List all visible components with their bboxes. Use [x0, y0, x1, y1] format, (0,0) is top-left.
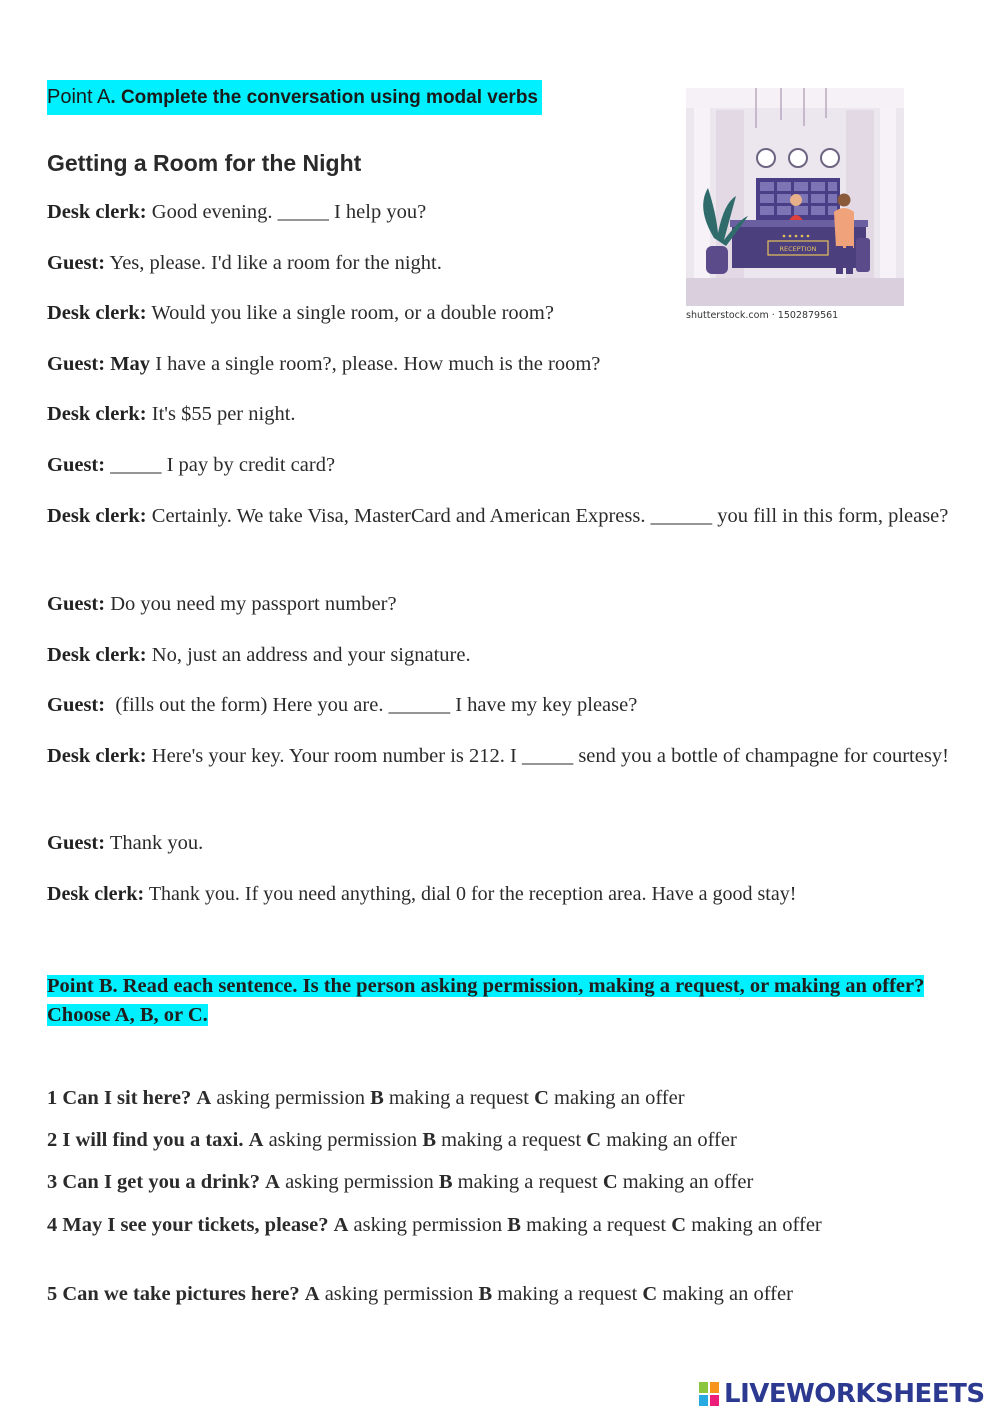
question-item: [47, 1212, 952, 1239]
question-sentence: Can I sit here?: [62, 1087, 192, 1109]
section-title: Getting a Room for the Night: [47, 150, 362, 176]
dialogue-line: [47, 876, 957, 912]
liveworksheets-logo-icon: [698, 1381, 720, 1407]
option-c-text: making an offer: [662, 1283, 793, 1305]
liveworksheets-wordmark: LIVEWORKSHEETS: [724, 1379, 985, 1409]
dialogue-text: Thank you.: [105, 832, 204, 854]
dialogue-line: [47, 825, 957, 861]
option-a-text: asking permission: [353, 1214, 503, 1236]
question-number: 4: [47, 1214, 58, 1236]
question-sentence: Can I get you a drink?: [62, 1171, 261, 1193]
dialogue-line: [47, 295, 957, 331]
option-b-letter: B: [478, 1283, 493, 1305]
dialogue-text: Good evening. _____ I help you?: [146, 201, 427, 223]
dialogue-line: [47, 447, 957, 483]
dialogue-speaker: Desk clerk:: [47, 505, 147, 527]
dialogue-speaker: Desk clerk:: [47, 201, 147, 223]
option-b-text: making a request: [441, 1129, 582, 1151]
dialogue-text: Here's your key. Your room number is 212. I _____ send you a bottle of champagne for courtesy!: [146, 745, 949, 767]
image-credit: shutterstock.com · 1502879561: [686, 310, 839, 321]
dialogue-line: [47, 396, 957, 432]
dialogue-speaker: Desk clerk:: [47, 302, 147, 324]
option-a-letter: A: [196, 1087, 212, 1109]
liveworksheets-logo: [698, 1378, 994, 1410]
option-c-letter: C: [642, 1283, 658, 1305]
option-a-text: asking permission: [285, 1171, 434, 1193]
question-number: 3: [47, 1171, 58, 1193]
reception-sign: RECEPTION: [779, 245, 817, 253]
dialogue-text: Thank you. If you need anything, dial 0 for the reception area. Have a good stay!: [144, 883, 797, 905]
option-a-text: asking permission: [268, 1129, 418, 1151]
option-a-letter: A: [248, 1129, 264, 1151]
dialogue-speaker: Guest:: [47, 252, 106, 274]
option-c-text: making an offer: [622, 1171, 754, 1193]
dialogue-text: Do you need my passport number?: [105, 593, 397, 615]
option-b-letter: B: [438, 1171, 453, 1193]
dialogue-line: [47, 498, 957, 534]
dialogue-text: Yes, please. I'd like a room for the night.: [105, 252, 442, 274]
dialogue-line: [47, 637, 957, 673]
option-a-letter: A: [265, 1171, 280, 1193]
option-b-text: making a request: [526, 1214, 667, 1236]
option-b-letter: B: [370, 1087, 384, 1109]
option-c-letter: C: [602, 1171, 618, 1193]
question-number: 1: [47, 1087, 58, 1109]
option-c-letter: C: [586, 1129, 602, 1151]
dialogue-speaker: Desk clerk:: [47, 644, 147, 666]
option-c-text: making an offer: [554, 1087, 685, 1109]
option-b-text: making a request: [388, 1087, 529, 1109]
dialogue-text: (fills out the form) Here you are. ______ I have my key please?: [105, 694, 638, 716]
question-item: [47, 1127, 947, 1154]
question-sentence: I will find you a taxi.: [62, 1129, 244, 1151]
option-a-letter: A: [304, 1283, 320, 1305]
point-a-heading: [47, 80, 542, 115]
question-item: [47, 1281, 947, 1308]
question-item: [47, 1085, 947, 1112]
option-c-letter: C: [671, 1214, 687, 1236]
dialogue-text: Would you like a single room, or a double room?: [146, 302, 554, 324]
dialogue-speaker: Desk clerk:: [47, 745, 147, 767]
dialogue-speaker: Guest:: [47, 694, 106, 716]
dialogue-text: It's $55 per night.: [146, 403, 296, 425]
point-b-heading-text: Point B. Read each sentence. Is the person asking permission, making a request, or making an offer? Choose A, B, or C.: [47, 975, 925, 1026]
dialogue-line: [47, 586, 957, 622]
question-number: 2: [47, 1129, 58, 1151]
question-item: [47, 1169, 947, 1196]
option-a-letter: A: [333, 1214, 349, 1236]
option-b-letter: B: [507, 1214, 521, 1236]
option-c-letter: C: [534, 1087, 549, 1109]
dialogue-line: [47, 245, 957, 281]
dialogue-line: [47, 687, 957, 723]
option-b-letter: B: [422, 1129, 436, 1151]
dialogue-speaker: Guest:: [47, 832, 106, 854]
option-c-text: making an offer: [606, 1129, 737, 1151]
question-sentence: May I see your tickets, please?: [62, 1214, 329, 1236]
dialogue-text: No, just an address and your signature.: [146, 644, 471, 666]
question-number: 5: [47, 1283, 58, 1305]
point-b-heading: [47, 972, 957, 1030]
point-a-label: Point A: [47, 86, 111, 108]
option-a-text: asking permission: [324, 1283, 474, 1305]
dialogue-text: I have a single room?, please. How much is the room?: [150, 353, 601, 375]
dialogue-speaker: Guest:: [47, 454, 106, 476]
point-a-separator: .: [110, 87, 121, 108]
option-b-text: making a request: [457, 1171, 598, 1193]
dialogue-line: [47, 346, 957, 382]
dialogue-line: [47, 738, 957, 774]
point-a-instruction: Complete the conversation using modal verbs: [120, 87, 538, 108]
option-c-text: making an offer: [691, 1214, 822, 1236]
dialogue-speaker: Guest:: [47, 593, 106, 615]
dialogue-text: _____ I pay by credit card?: [105, 454, 336, 476]
dialogue-speaker: Desk clerk:: [47, 403, 147, 425]
option-b-text: making a request: [497, 1283, 638, 1305]
question-sentence: Can we take pictures here?: [62, 1283, 300, 1305]
dialogue-speaker: Desk clerk:: [47, 883, 145, 905]
option-a-text: asking permission: [216, 1087, 365, 1109]
dialogue-line: [47, 194, 957, 230]
dialogue-text: Certainly. We take Visa, MasterCard and American Express. ______ you fill in this form, please?: [146, 505, 949, 527]
dialogue-speaker: Guest: May: [47, 353, 151, 375]
